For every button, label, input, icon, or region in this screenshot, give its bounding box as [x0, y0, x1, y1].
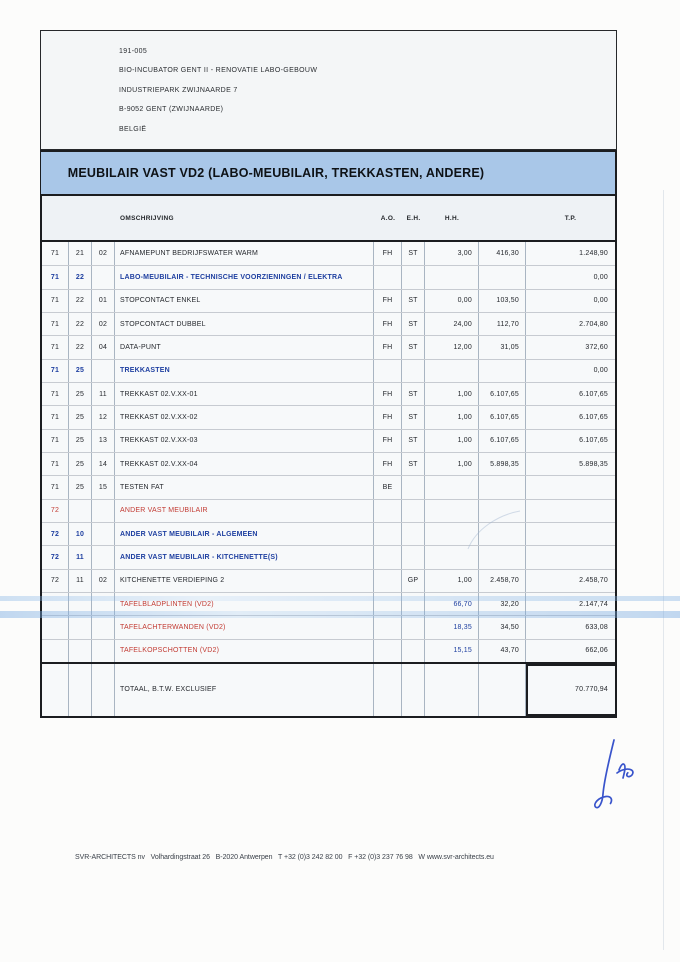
- cell-tp: 5.898,35: [579, 460, 608, 468]
- cell-ao: FH: [374, 242, 402, 265]
- cell-unit: [479, 500, 526, 522]
- cell-unit: [479, 546, 526, 568]
- cell-desc: KITCHENETTE VERDIEPING 2: [115, 570, 374, 592]
- cell-desc: TESTEN FAT: [115, 476, 374, 498]
- table-header-row: [42, 196, 615, 242]
- cell-eh: [402, 640, 425, 662]
- footer-contact-line: SVR-ARCHITECTS nv Volhardingstraat 26 B-2020 Antwerpen T +32 (0)3 242 82 00 F +32 (0)3 237 76 98 W www.svr-architects.eu: [75, 854, 494, 861]
- cell-tp: 2.704,80: [579, 320, 608, 328]
- cell-ao: [374, 523, 402, 545]
- cell-eh: ST: [402, 383, 425, 405]
- header-hh: H.H.: [444, 214, 460, 222]
- table-row: [42, 312, 615, 335]
- table-row: [42, 545, 615, 568]
- header-omschrijving: OMSCHRIJVING: [120, 214, 174, 222]
- cell-eh: [402, 476, 425, 498]
- cell-qty: 1,00: [425, 570, 479, 592]
- cell-ao: FH: [374, 406, 402, 428]
- cell-ao: FH: [374, 383, 402, 405]
- cell-tp: 0,00: [593, 367, 608, 375]
- cell-qty: 1,00: [425, 430, 479, 452]
- cell-c3: [92, 593, 115, 615]
- cell-c3: [92, 523, 115, 545]
- cell-c1: 71: [42, 266, 69, 288]
- table-row: [42, 452, 615, 475]
- cell-unit: 112,70: [479, 313, 526, 335]
- cell-c1: 71: [42, 242, 69, 265]
- cell-unit: [479, 476, 526, 498]
- cell-tp: 2.147,74: [579, 600, 608, 608]
- cell-c1: 72: [42, 570, 69, 592]
- cell-unit: 103,50: [479, 290, 526, 312]
- cell-ao: [374, 593, 402, 615]
- total-spacer: [479, 664, 526, 716]
- table-row: [42, 499, 615, 522]
- cell-c3: [92, 360, 115, 382]
- cell-c2: [69, 616, 92, 638]
- cell-tp: 6.107,65: [579, 437, 608, 445]
- cell-ao: FH: [374, 430, 402, 452]
- total-spacer: [69, 664, 92, 716]
- cell-c2: 22: [69, 336, 92, 358]
- cell-qty: [425, 500, 479, 522]
- total-spacer: [374, 664, 402, 716]
- cell-c2: [69, 593, 92, 615]
- cell-qty: 15,15: [425, 640, 479, 662]
- cell-c2: 25: [69, 476, 92, 498]
- cell-qty: [425, 476, 479, 498]
- cell-c3: 12: [92, 406, 115, 428]
- table-row: [42, 335, 615, 358]
- cell-tp: 0,00: [593, 297, 608, 305]
- cell-tp: 6.107,65: [579, 390, 608, 398]
- cell-eh: ST: [402, 313, 425, 335]
- cell-desc: ANDER VAST MEUBILAIR - ALGEMEEN: [115, 523, 374, 545]
- cell-qty: 66,70: [425, 593, 479, 615]
- cell-qty: [425, 546, 479, 568]
- cell-desc: TREKKAST 02.V.XX-03: [115, 430, 374, 452]
- cell-ao: [374, 570, 402, 592]
- table-row: [42, 242, 615, 265]
- cell-qty: [425, 266, 479, 288]
- cell-eh: [402, 593, 425, 615]
- cell-eh: [402, 616, 425, 638]
- project-number: 191-005: [119, 47, 148, 55]
- cell-qty: 3,00: [425, 242, 479, 265]
- cell-tp: 2.458,70: [579, 577, 608, 585]
- cell-qty: 18,35: [425, 616, 479, 638]
- cell-ao: FH: [374, 453, 402, 475]
- cell-eh: ST: [402, 453, 425, 475]
- cell-c1: 71: [42, 476, 69, 498]
- cell-qty: [425, 523, 479, 545]
- table-row: [42, 359, 615, 382]
- header-tp: T.P.: [564, 214, 577, 222]
- cell-c2: 22: [69, 290, 92, 312]
- table-row: [42, 592, 615, 615]
- total-spacer: [42, 664, 69, 716]
- cell-ao: [374, 546, 402, 568]
- cell-c1: 71: [42, 336, 69, 358]
- cell-c2: 25: [69, 406, 92, 428]
- cell-tp: 1.248,90: [579, 250, 608, 258]
- cell-c3: 13: [92, 430, 115, 452]
- table-row: [42, 615, 615, 638]
- cell-desc: ANDER VAST MEUBILAIR - KITCHENETTE(S): [115, 546, 374, 568]
- cell-eh: [402, 266, 425, 288]
- cell-c1: 71: [42, 360, 69, 382]
- cell-c1: 71: [42, 383, 69, 405]
- cell-desc: TAFELKOPSCHOTTEN (VD2): [115, 640, 374, 662]
- header-eh: E.H.: [406, 214, 421, 222]
- cell-c1: [42, 593, 69, 615]
- cell-c1: [42, 616, 69, 638]
- total-label: TOTAAL, B.T.W. EXCLUSIEF: [115, 664, 374, 716]
- cell-unit: 6.107,65: [479, 406, 526, 428]
- cell-c2: [69, 640, 92, 662]
- cell-desc: DATA-PUNT: [115, 336, 374, 358]
- cell-c3: [92, 500, 115, 522]
- cell-desc: STOPCONTACT DUBBEL: [115, 313, 374, 335]
- cell-c1: 71: [42, 453, 69, 475]
- cell-c2: 21: [69, 242, 92, 265]
- document-title: MEUBILAIR VAST VD2 (LABO-MEUBILAIR, TREKKASTEN, ANDERE): [67, 166, 485, 180]
- project-country: BELGIË: [119, 125, 147, 133]
- cell-ao: FH: [374, 336, 402, 358]
- cell-tp: 372,60: [585, 343, 608, 351]
- cell-c3: [92, 546, 115, 568]
- cell-c1: 71: [42, 406, 69, 428]
- table-row: [42, 639, 615, 662]
- cell-c3: 14: [92, 453, 115, 475]
- total-spacer: [402, 664, 425, 716]
- project-street: INDUSTRIEPARK ZWIJNAARDE 7: [119, 86, 238, 94]
- cell-tp: [526, 500, 615, 522]
- cell-c1: 71: [42, 430, 69, 452]
- signature-ink: [582, 728, 652, 820]
- cell-desc: TREKKAST 02.V.XX-04: [115, 453, 374, 475]
- cell-unit: 6.107,65: [479, 383, 526, 405]
- cell-c1: 71: [42, 313, 69, 335]
- cell-c2: 22: [69, 266, 92, 288]
- table-row: [42, 405, 615, 428]
- table-row: [42, 289, 615, 312]
- cell-c1: 72: [42, 500, 69, 522]
- cell-eh: ST: [402, 290, 425, 312]
- cell-c3: 15: [92, 476, 115, 498]
- cell-c3: [92, 640, 115, 662]
- project-name: BIO-INCUBATOR GENT II - RENOVATIE LABO-GEBOUW: [119, 67, 318, 74]
- cost-table: [40, 196, 617, 718]
- cell-unit: [479, 266, 526, 288]
- cell-qty: 1,00: [425, 453, 479, 475]
- cell-c3: 02: [92, 570, 115, 592]
- cell-c2: 11: [69, 570, 92, 592]
- cell-eh: GP: [402, 570, 425, 592]
- cell-desc: TREKKAST 02.V.XX-01: [115, 383, 374, 405]
- cell-c2: 11: [69, 546, 92, 568]
- table-row: [42, 382, 615, 405]
- cell-tp: [526, 476, 615, 498]
- document-title-bar: [40, 150, 617, 196]
- project-info-box: [40, 30, 617, 150]
- table-row: [42, 475, 615, 498]
- table-row: [42, 522, 615, 545]
- total-spacer: [425, 664, 479, 716]
- cell-c2: [69, 500, 92, 522]
- cell-tp: 662,06: [585, 647, 608, 655]
- cell-unit: 31,05: [479, 336, 526, 358]
- cell-qty: [425, 360, 479, 382]
- cell-unit: 6.107,65: [479, 430, 526, 452]
- table-row: [42, 265, 615, 288]
- cell-eh: ST: [402, 336, 425, 358]
- cell-unit: [479, 523, 526, 545]
- cell-tp: [526, 546, 615, 568]
- cell-eh: [402, 523, 425, 545]
- cell-ao: [374, 266, 402, 288]
- cell-desc: ANDER VAST MEUBILAIR: [115, 500, 374, 522]
- cell-eh: ST: [402, 430, 425, 452]
- cell-unit: 43,70: [479, 640, 526, 662]
- cell-c1: 71: [42, 290, 69, 312]
- cell-ao: FH: [374, 290, 402, 312]
- cell-ao: BE: [374, 476, 402, 498]
- table-body: [42, 242, 615, 662]
- cell-desc: TREKKAST 02.V.XX-02: [115, 406, 374, 428]
- cell-c1: [42, 640, 69, 662]
- cell-c3: 02: [92, 242, 115, 265]
- cell-tp: 6.107,65: [579, 413, 608, 421]
- cell-eh: [402, 500, 425, 522]
- cell-c3: [92, 616, 115, 638]
- header-spacer: [479, 196, 526, 240]
- cell-ao: [374, 640, 402, 662]
- cell-eh: ST: [402, 242, 425, 265]
- cell-unit: [479, 360, 526, 382]
- cell-c2: 25: [69, 360, 92, 382]
- cell-desc: TAFELBLADPLINTEN (VD2): [115, 593, 374, 615]
- cell-unit: 34,50: [479, 616, 526, 638]
- cell-qty: 0,00: [425, 290, 479, 312]
- cell-c3: [92, 266, 115, 288]
- header-ao: A.O.: [380, 214, 396, 222]
- table-row: [42, 569, 615, 592]
- total-value: 70.770,94: [526, 664, 615, 716]
- cell-c1: 72: [42, 546, 69, 568]
- cell-desc: TREKKASTEN: [115, 360, 374, 382]
- cell-c3: 02: [92, 313, 115, 335]
- cell-tp: [526, 523, 615, 545]
- cell-unit: 416,30: [479, 242, 526, 265]
- cell-c2: 10: [69, 523, 92, 545]
- cell-c3: 04: [92, 336, 115, 358]
- cell-eh: [402, 546, 425, 568]
- cell-unit: 5.898,35: [479, 453, 526, 475]
- total-spacer: [92, 664, 115, 716]
- project-city: B-9052 GENT (ZWIJNAARDE): [119, 106, 224, 113]
- cell-tp: 633,08: [585, 623, 608, 631]
- cell-eh: ST: [402, 406, 425, 428]
- cell-qty: 1,00: [425, 383, 479, 405]
- cell-unit: 32,20: [479, 593, 526, 615]
- cell-c2: 25: [69, 453, 92, 475]
- page-edge-shadow: [663, 190, 664, 950]
- cell-c2: 25: [69, 383, 92, 405]
- cell-ao: [374, 500, 402, 522]
- cell-ao: FH: [374, 313, 402, 335]
- cell-tp: 0,00: [593, 273, 608, 281]
- cell-desc: LABO-MEUBILAIR - TECHNISCHE VOORZIENINGEN / ELEKTRA: [115, 266, 374, 288]
- total-row: [42, 662, 615, 718]
- cell-c2: 22: [69, 313, 92, 335]
- cell-c3: 01: [92, 290, 115, 312]
- cell-qty: 24,00: [425, 313, 479, 335]
- cell-qty: 12,00: [425, 336, 479, 358]
- cell-desc: TAFELACHTERWANDEN (VD2): [115, 616, 374, 638]
- table-row: [42, 429, 615, 452]
- cell-ao: [374, 360, 402, 382]
- cell-unit: 2.458,70: [479, 570, 526, 592]
- cell-desc: AFNAMEPUNT BEDRIJFSWATER WARM: [115, 242, 374, 265]
- cell-qty: 1,00: [425, 406, 479, 428]
- cell-c2: 25: [69, 430, 92, 452]
- cell-ao: [374, 616, 402, 638]
- cell-desc: STOPCONTACT ENKEL: [115, 290, 374, 312]
- cell-c3: 11: [92, 383, 115, 405]
- cell-eh: [402, 360, 425, 382]
- cell-c1: 72: [42, 523, 69, 545]
